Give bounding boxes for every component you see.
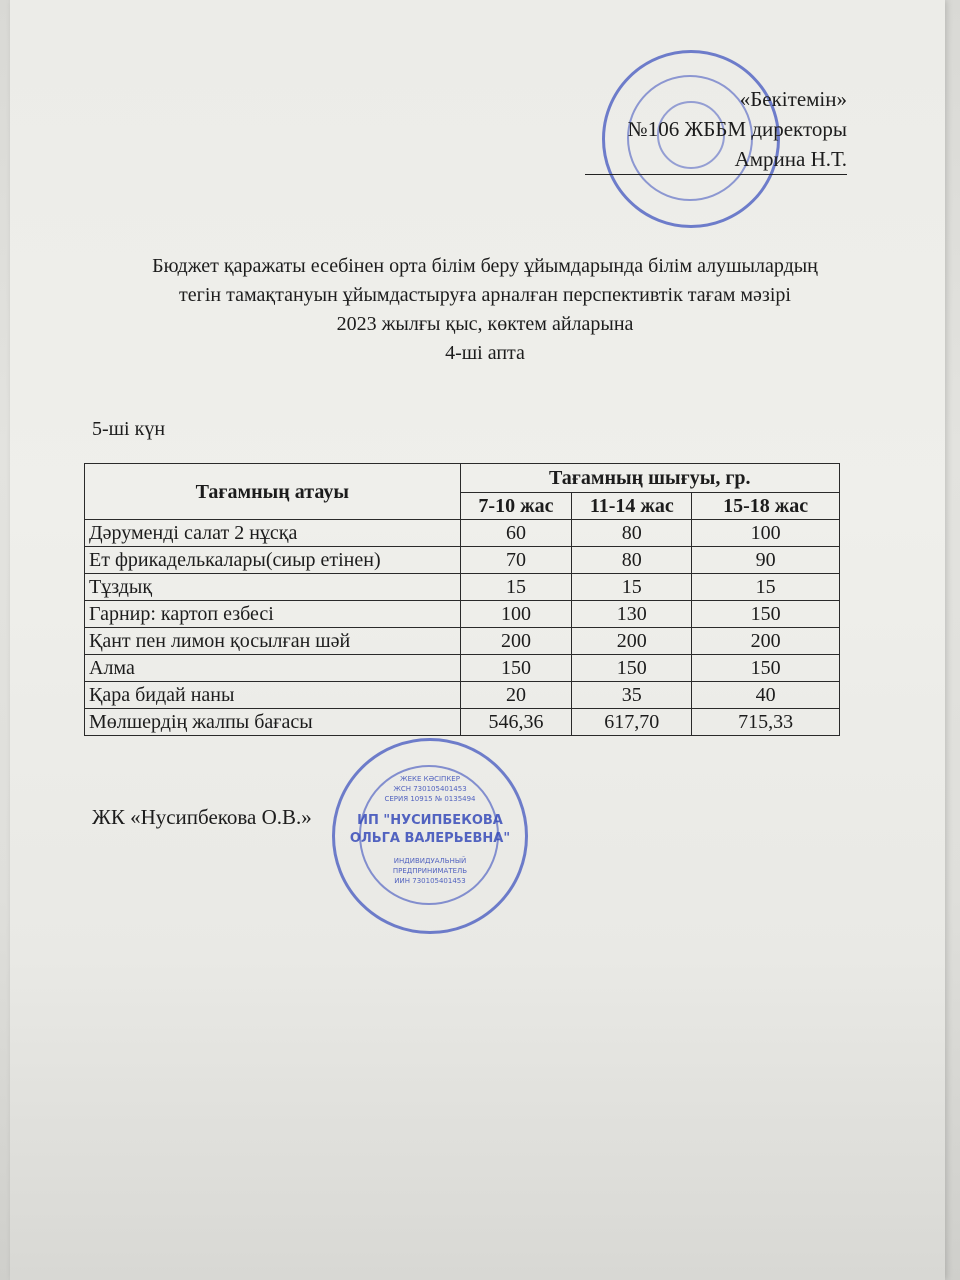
menu-table xyxy=(84,463,840,736)
dish-name: Тұздық xyxy=(85,574,461,601)
title-line-4: 4-ші апта xyxy=(445,342,525,364)
yield-value: 80 xyxy=(572,547,692,574)
stamp-text: ИНДИВИДУАЛЬНЫЙ xyxy=(393,857,467,865)
header-yield: Тағамның шығуы, гр. xyxy=(460,464,839,493)
approval-position: №106 ЖББМ директоры xyxy=(627,117,847,141)
yield-value: 60 xyxy=(460,520,572,547)
stamp-text: ПРЕДПРИНИМАТЕЛЬ xyxy=(392,867,468,875)
yield-value: 100 xyxy=(692,520,840,547)
yield-value: 35 xyxy=(572,682,692,709)
table-row-total xyxy=(85,709,840,736)
table-row xyxy=(85,628,840,655)
stamp-text: ЖСН 730105401453 xyxy=(393,785,467,793)
yield-value: 150 xyxy=(692,655,840,682)
document-title xyxy=(70,252,900,368)
total-label: Мөлшердің жалпы бағасы xyxy=(85,709,461,736)
stamp-text: ИИН 730105401453 xyxy=(394,877,466,885)
yield-value: 20 xyxy=(460,682,572,709)
yield-value: 200 xyxy=(692,628,840,655)
header-age-3: 15-18 жас xyxy=(692,493,840,520)
table-row xyxy=(85,601,840,628)
yield-value: 90 xyxy=(692,547,840,574)
dish-name: Гарнир: картоп езбесі xyxy=(85,601,461,628)
yield-value: 15 xyxy=(692,574,840,601)
table-row xyxy=(85,655,840,682)
yield-value: 200 xyxy=(572,628,692,655)
approval-block xyxy=(585,84,847,175)
document-page xyxy=(10,0,945,1280)
table-row xyxy=(85,574,840,601)
yield-value: 70 xyxy=(460,547,572,574)
total-value: 715,33 xyxy=(692,709,840,736)
supplier-stamp xyxy=(332,738,528,934)
table-row xyxy=(85,682,840,709)
approval-heading: «Бекітемін» xyxy=(739,87,847,111)
title-line-2: тегін тамақтануын ұйымдастыруға арналған перспективтік тағам мәзірі xyxy=(179,284,791,306)
dish-name: Қант пен лимон қосылған шәй xyxy=(85,628,461,655)
dish-name: Алма xyxy=(85,655,461,682)
yield-value: 150 xyxy=(572,655,692,682)
dish-name: Қара бидай наны xyxy=(85,682,461,709)
signature-line: Амрина Н.Т. xyxy=(585,144,847,175)
day-label: 5-ші күн xyxy=(92,418,166,440)
header-dish-name: Тағамның атауы xyxy=(85,464,461,520)
stamp-text: ОЛЬГА ВАЛЕРЬЕВНА" xyxy=(349,831,511,846)
yield-value: 130 xyxy=(572,601,692,628)
total-value: 617,70 xyxy=(572,709,692,736)
title-line-1: Бюджет қаражаты есебінен орта білім беру ұйымдарында білім алушылардың xyxy=(152,255,818,277)
yield-value: 15 xyxy=(460,574,572,601)
table-row xyxy=(85,520,840,547)
stamp-text: СЕРИЯ 10915 № 0135494 xyxy=(384,795,476,803)
yield-value: 100 xyxy=(460,601,572,628)
stamp-text: ЖЕКЕ КӘСІПКЕР xyxy=(400,775,460,783)
yield-value: 200 xyxy=(460,628,572,655)
dish-name: Ет фрикаделькалары(сиыр етінен) xyxy=(85,547,461,574)
yield-value: 40 xyxy=(692,682,840,709)
approval-signature xyxy=(585,144,847,175)
stamp-text: ИП "НУСИПБЕКОВА xyxy=(357,813,503,828)
header-age-2: 11-14 жас xyxy=(572,493,692,520)
yield-value: 80 xyxy=(572,520,692,547)
yield-value: 15 xyxy=(572,574,692,601)
table-row xyxy=(85,547,840,574)
yield-value: 150 xyxy=(460,655,572,682)
supplier-name: ЖК «Нусипбекова О.В.» xyxy=(92,805,312,829)
yield-value: 150 xyxy=(692,601,840,628)
header-age-1: 7-10 жас xyxy=(460,493,572,520)
total-value: 546,36 xyxy=(460,709,572,736)
title-line-3: 2023 жылғы қыс, көктем айларына xyxy=(336,313,634,335)
dish-name: Дәруменді салат 2 нұсқа xyxy=(85,520,461,547)
